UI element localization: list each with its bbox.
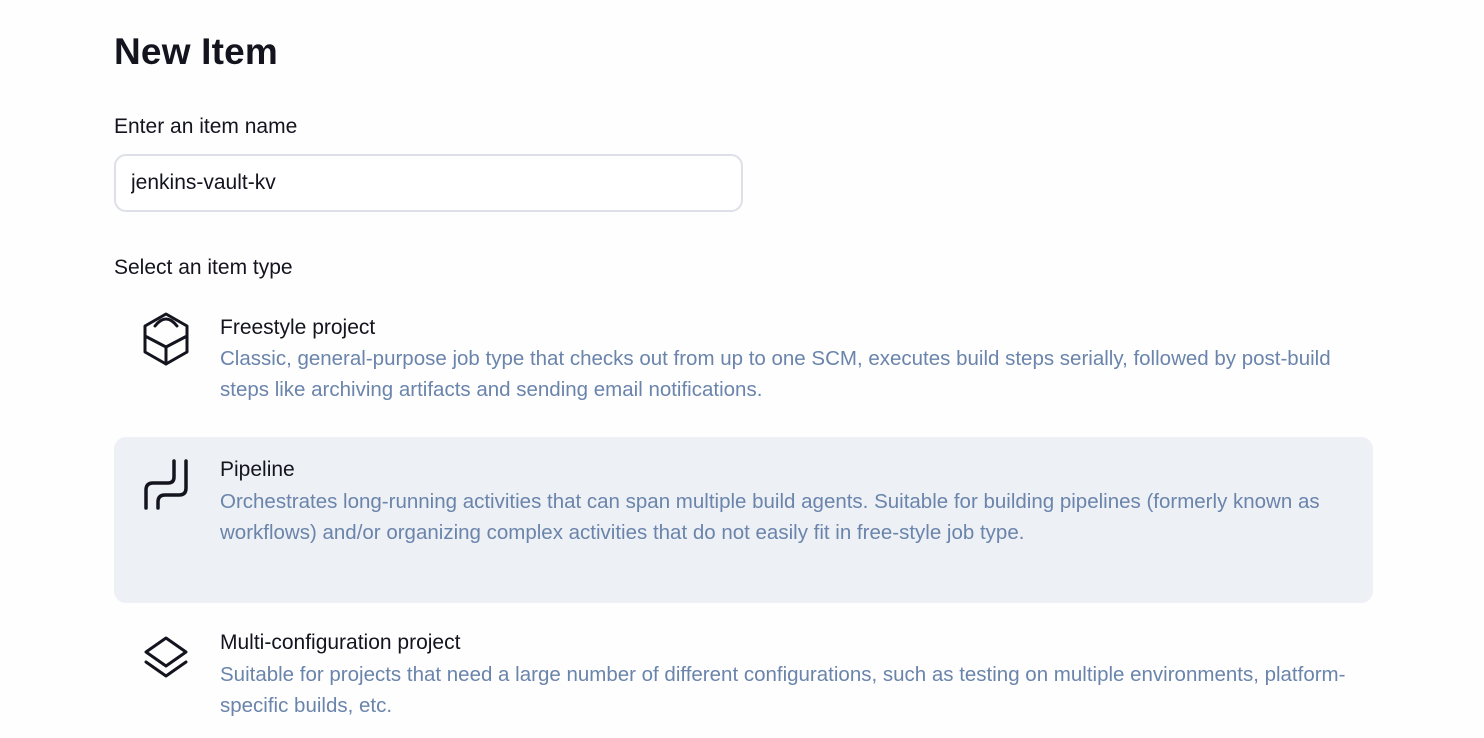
item-type-freestyle-project[interactable] xyxy=(114,296,1373,424)
item-type-name: Pipeline xyxy=(220,458,295,481)
page-title: New Item xyxy=(114,31,279,72)
item-type-description: Classic, general-purpose job type that checks out from up to one SCM, executes build steps serially, followed by post-build steps like archiving artifacts and sending email notifications. xyxy=(220,347,1331,401)
item-name-label: Enter an item name xyxy=(114,115,298,138)
item-type-description: Orchestrates long-running activities that can span multiple build agents. Suitable for building pipelines (formerly known as workflows) and/or organizing complex activities that do not easily fit in free-style job type. xyxy=(220,490,1320,544)
item-type-name: Multi-configuration project xyxy=(220,631,461,654)
item-type-pipeline[interactable] xyxy=(114,437,1373,603)
layers-icon xyxy=(140,634,192,694)
item-type-label: Select an item type xyxy=(114,256,293,279)
item-name-input[interactable] xyxy=(114,154,743,212)
cube-icon xyxy=(140,310,192,370)
item-type-name: Freestyle project xyxy=(220,316,376,339)
pipeline-icon xyxy=(140,457,192,517)
item-type-description: Suitable for projects that need a large number of different configurations, such as testing on multiple environments, platform-specific builds, etc. xyxy=(220,663,1346,717)
item-type-multi-configuration-project[interactable] xyxy=(114,614,1373,738)
